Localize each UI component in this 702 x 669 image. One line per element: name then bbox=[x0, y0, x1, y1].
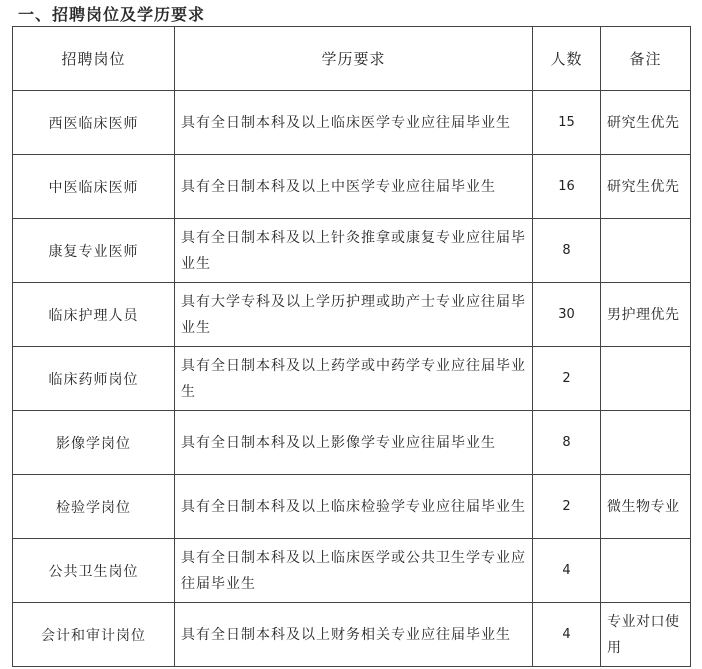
table-header-row bbox=[13, 27, 691, 91]
cell-count: 8 bbox=[533, 411, 601, 475]
cell-count: 2 bbox=[533, 347, 601, 411]
table-row bbox=[13, 283, 691, 347]
cell-count: 4 bbox=[533, 539, 601, 603]
header-note: 备注 bbox=[601, 27, 691, 91]
cell-position: 临床药师岗位 bbox=[13, 347, 175, 411]
cell-count: 15 bbox=[533, 91, 601, 155]
section-title: 一、招聘岗位及学历要求 bbox=[18, 5, 206, 24]
table-row bbox=[13, 411, 691, 475]
cell-position: 公共卫生岗位 bbox=[13, 539, 175, 603]
cell-position: 中医临床医师 bbox=[13, 155, 175, 219]
cell-count: 30 bbox=[533, 283, 601, 347]
cell-position: 检验学岗位 bbox=[13, 475, 175, 539]
cell-note bbox=[601, 411, 691, 475]
cell-position: 会计和审计岗位 bbox=[13, 603, 175, 667]
table-row bbox=[13, 347, 691, 411]
cell-count: 16 bbox=[533, 155, 601, 219]
table-row bbox=[13, 219, 691, 283]
header-count: 人数 bbox=[533, 27, 601, 91]
cell-note: 男护理优先 bbox=[601, 283, 691, 347]
requirements-table bbox=[12, 26, 691, 667]
table-row bbox=[13, 603, 691, 667]
cell-note bbox=[601, 539, 691, 603]
cell-note: 研究生优先 bbox=[601, 91, 691, 155]
table-row bbox=[13, 91, 691, 155]
cell-education: 具有大学专科及以上学历护理或助产士专业应往届毕业生 bbox=[175, 283, 533, 347]
cell-position: 影像学岗位 bbox=[13, 411, 175, 475]
header-education: 学历要求 bbox=[175, 27, 533, 91]
cell-education: 具有全日制本科及以上财务相关专业应往届毕业生 bbox=[175, 603, 533, 667]
cell-count: 4 bbox=[533, 603, 601, 667]
cell-note bbox=[601, 347, 691, 411]
cell-count: 8 bbox=[533, 219, 601, 283]
header-position: 招聘岗位 bbox=[13, 27, 175, 91]
cell-position: 康复专业医师 bbox=[13, 219, 175, 283]
table-row bbox=[13, 475, 691, 539]
cell-education: 具有全日制本科及以上影像学专业应往届毕业生 bbox=[175, 411, 533, 475]
cell-note: 研究生优先 bbox=[601, 155, 691, 219]
cell-education: 具有全日制本科及以上药学或中药学专业应往届毕业生 bbox=[175, 347, 533, 411]
table-row bbox=[13, 155, 691, 219]
cell-education: 具有全日制本科及以上中医学专业应往届毕业生 bbox=[175, 155, 533, 219]
cell-education: 具有全日制本科及以上临床医学或公共卫生学专业应往届毕业生 bbox=[175, 539, 533, 603]
table-row bbox=[13, 539, 691, 603]
cell-count: 2 bbox=[533, 475, 601, 539]
cell-education: 具有全日制本科及以上针灸推拿或康复专业应往届毕业生 bbox=[175, 219, 533, 283]
cell-education: 具有全日制本科及以上临床医学专业应往届毕业生 bbox=[175, 91, 533, 155]
cell-note bbox=[601, 219, 691, 283]
cell-education: 具有全日制本科及以上临床检验学专业应往届毕业生 bbox=[175, 475, 533, 539]
cell-note: 微生物专业 bbox=[601, 475, 691, 539]
cell-position: 西医临床医师 bbox=[13, 91, 175, 155]
cell-position: 临床护理人员 bbox=[13, 283, 175, 347]
cell-note: 专业对口使用 bbox=[601, 603, 691, 667]
